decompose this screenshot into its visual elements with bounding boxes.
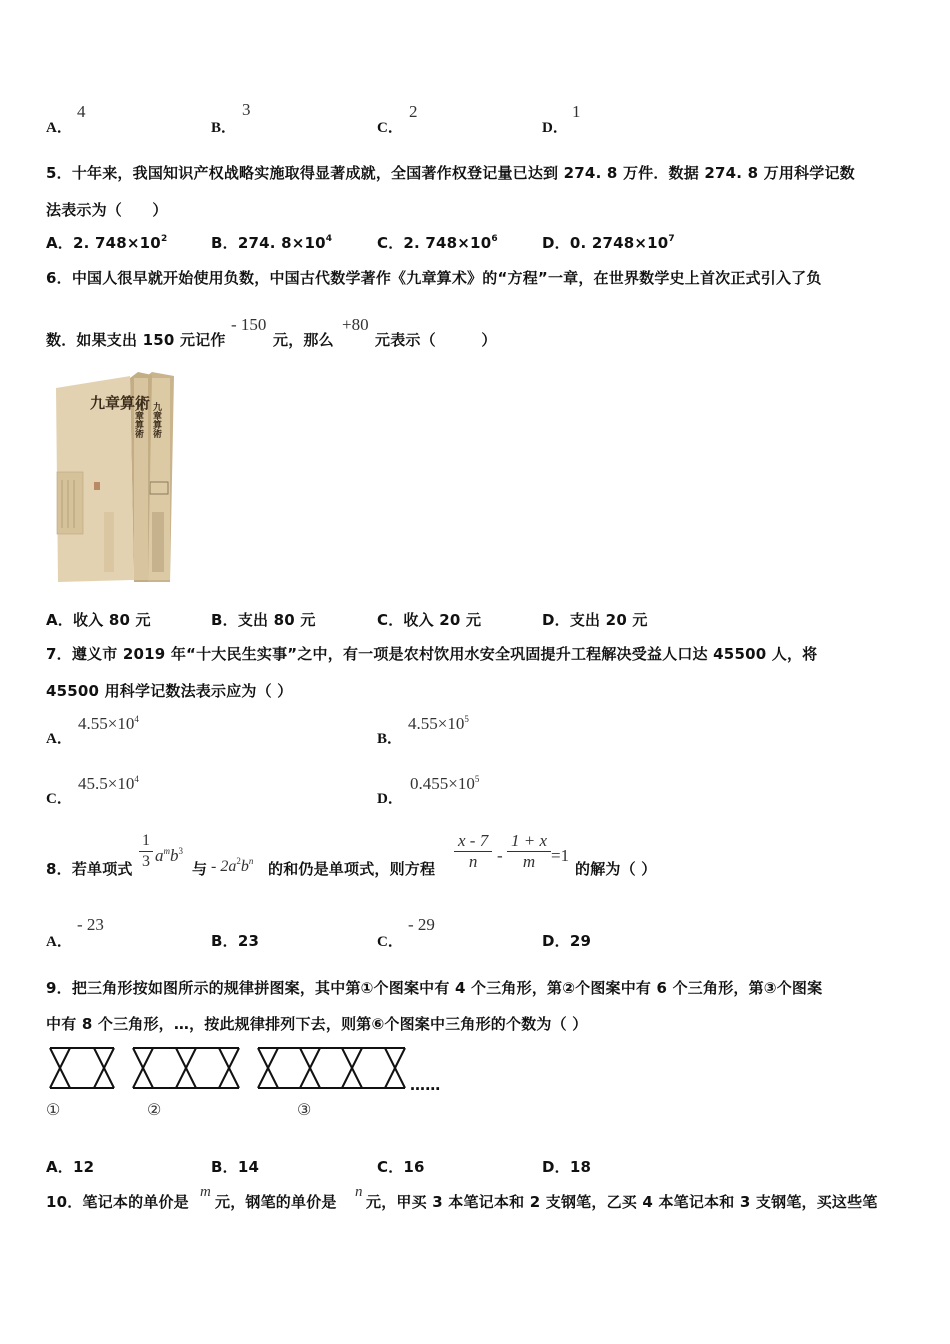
q5-option-a: A．2. $748\times 10^2$ — [46, 234, 168, 252]
q6-option-c: C．收入 20 元 — [377, 611, 482, 629]
q7-option-d-label: D． — [377, 791, 403, 807]
q9-figure-label-2: ② — [147, 1102, 162, 1119]
q4-option-d-label: D． — [542, 120, 568, 136]
q4-option-c-label: C． — [377, 120, 403, 136]
q8-monomial-2: - $2a^2b^n$ — [211, 856, 254, 875]
q8-equation-minus: - — [497, 846, 503, 865]
q5-stem-line1: 5．十年来，我国知识产权战略实施取得显著成就，全国著作权登记量已达到 274. 8 万件．数据 274. 8 万用科学记数 — [46, 164, 855, 182]
q8-mid-2: 的和仍是单项式，则方程 — [268, 860, 436, 878]
q7-option-a-value: $4.55\times 10^4$ — [78, 714, 139, 733]
q9-stem-line2: 中有 8 个三角形，…，按此规律排列下去，则第⑥个图案中三角形的个数为（ ） — [46, 1015, 588, 1033]
q8-mid-1: 与 — [192, 860, 208, 878]
q7-option-a-label: A． — [46, 731, 72, 747]
q10-part-a: 10．笔记本的单价是 — [46, 1193, 189, 1211]
q9-stem-line1: 9．把三角形按如图所示的规律拼图案，其中第①个图案中有 4 个三角形，第②个图案中有 6 个三角形，第③个图案 — [46, 979, 823, 997]
q7-option-b-value: $4.55\times 10^5$ — [408, 714, 469, 733]
q5-stem-line2: 法表示为（ ） — [46, 201, 168, 219]
q4-option-a-label: A． — [46, 120, 72, 136]
svg-text:九章算術: 九章算術 — [90, 394, 151, 412]
q10-var-n: n — [355, 1184, 363, 1200]
q8-option-c-value: - 29 — [408, 915, 435, 934]
q9-figure-label-3: ③ — [297, 1102, 312, 1119]
q7-option-b-label: B． — [377, 731, 403, 747]
q8-suffix: 的解为（ ） — [575, 860, 657, 878]
q8-equation-fraction-2: $\frac{1 + x}{m}$ — [507, 831, 551, 872]
q6-stem-line2-b: 元，那么 — [273, 331, 334, 349]
q8-fraction-1-3: $\frac{1}{3}$ — [139, 831, 153, 872]
q5-option-d: D．0. $2748\times 10^7$ — [542, 234, 675, 252]
q6-math-plus80: +80 — [342, 315, 369, 334]
q8-monomial-1: $a^mb^3$ — [155, 846, 183, 865]
q5-option-b: B．274. $8\times 10^4$ — [211, 234, 333, 252]
q7-stem-line2: 45500 用科学记数法表示应为（ ） — [46, 682, 293, 700]
q4-option-b-label: B． — [211, 120, 237, 136]
q4-option-a-value: 4 — [77, 102, 86, 121]
q8-equation-rhs: =1 — [551, 846, 570, 865]
q10-part-c: 元，甲买 3 本笔记本和 2 支钢笔，乙买 4 本笔记本和 3 支钢笔，买这些笔 — [366, 1193, 878, 1211]
q7-option-c-value: $45.5\times 10^4$ — [78, 774, 139, 793]
q7-option-c-label: C． — [46, 791, 72, 807]
q8-option-d: D．29 — [542, 932, 592, 950]
triangle-pattern-figure — [46, 1045, 406, 1091]
q6-math-neg150: - 150 — [231, 315, 267, 334]
q9-figure-label-1: ① — [46, 1102, 61, 1119]
q4-option-c-value: 2 — [409, 102, 418, 121]
q6-option-b: B．支出 80 元 — [211, 611, 316, 629]
q6-stem-line1: 6．中国人很早就开始使用负数，中国古代数学著作《九章算术》的“方程”一章，在世界数学史上首次正式引入了负 — [46, 269, 822, 287]
q8-prefix: 8．若单项式 — [46, 860, 133, 878]
q5-option-c: C．2. $748\times 10^6$ — [377, 234, 498, 252]
q7-option-d-value: $0.455\times 10^5$ — [410, 774, 480, 793]
q6-option-a: A．收入 80 元 — [46, 611, 151, 629]
svg-text:九章算術: 九章算術 — [133, 402, 143, 438]
q9-option-a: A．12 — [46, 1158, 95, 1176]
q8-equation-fraction-1: $\frac{x - 7}{n}$ — [454, 831, 492, 872]
q10-var-m: m — [200, 1184, 211, 1200]
q9-option-c: C．16 — [377, 1158, 425, 1176]
q9-option-d: D．18 — [542, 1158, 592, 1176]
book-image-jiuzhang-suanshu — [44, 372, 192, 584]
q6-option-d: D．支出 20 元 — [542, 611, 648, 629]
q10-part-b: 元，钢笔的单价是 — [215, 1193, 337, 1211]
q4-option-b-value: 3 — [242, 100, 251, 119]
book-illustration-icon — [44, 372, 192, 584]
q7-stem-line1: 7．遵义市 2019 年“十大民生实事”之中，有一项是农村饮用水安全巩固提升工程解决受益人口达 45500 人，将 — [46, 645, 818, 663]
q9-option-b: B．14 — [211, 1158, 260, 1176]
q6-stem-line2-a: 数．如果支出 150 元记作 — [46, 331, 226, 349]
q8-option-a-label: A． — [46, 934, 72, 950]
q8-option-c-label: C． — [377, 934, 403, 950]
q6-stem-line2-c: 元表示（ ） — [375, 331, 497, 349]
q8-option-b: B．23 — [211, 932, 260, 950]
q9-figure-ellipsis: …… — [410, 1076, 441, 1094]
q4-option-d-value: 1 — [572, 102, 581, 121]
svg-text:九章算術: 九章算術 — [151, 402, 161, 438]
q8-option-a-value: - 23 — [77, 915, 104, 934]
